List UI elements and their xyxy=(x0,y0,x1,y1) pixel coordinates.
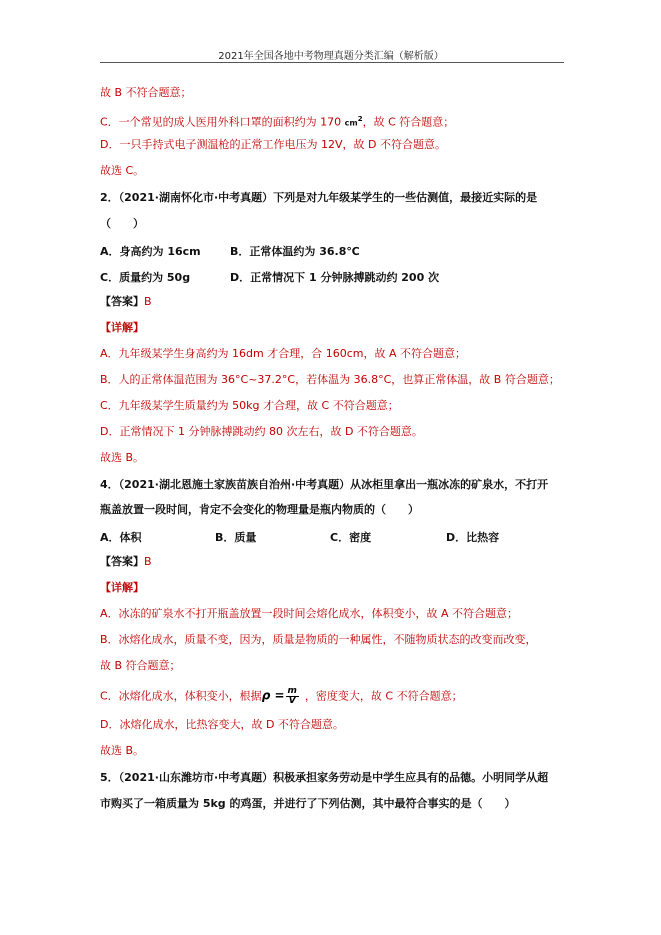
density-symbol: ρ = xyxy=(261,688,285,703)
answer-line xyxy=(100,295,152,309)
option-a: A．体积 xyxy=(100,531,142,544)
fraction-formula: $\frac{m}{V}$ xyxy=(287,686,297,706)
question-stem: 5．（2021·山东潍坊市·中考真题）积极承担家务劳动是中学生应具有的品德。小明同学从超 xyxy=(100,771,549,784)
option-a: A．身高约为 16cm xyxy=(100,245,201,258)
detail-line: B．冰熔化成水，质量不变，因为，质量是物质的一种属性，不随物质状态的改变而改变， xyxy=(100,633,537,646)
text-line: D．一只手持式电子测温枪的正常工作电压为 12V，故 D 不符合题意。 xyxy=(100,138,446,151)
answer-line xyxy=(100,555,152,569)
detail-line: A．九年级某学生身高约为 16dm 才合理，合 160cm，故 A 不符合题意； xyxy=(100,347,466,360)
detail-line: B．人的正常体温范围为 36°C~37.2°C，若体温为 36.8°C，也算正常体温，故 B 符合题意； xyxy=(100,373,560,386)
detail-line: 故 B 符合题意； xyxy=(100,659,181,672)
option-b: B．质量 xyxy=(215,531,257,544)
text-line: 故选 C。 xyxy=(100,164,145,177)
detail-label: 【详解】 xyxy=(100,321,144,334)
question-stem: 瓶盖放置一段时间，肯定不会变化的物理量是瓶内物质的（ ） xyxy=(100,503,419,516)
header-rule xyxy=(100,62,564,63)
choose-line: 故选 B。 xyxy=(100,451,145,464)
detail-label: 【详解】 xyxy=(100,581,144,594)
option-b: B．正常体温约为 36.8℃ xyxy=(230,245,360,258)
answer-value: B xyxy=(144,555,152,568)
choose-line: 故选 B。 xyxy=(100,744,145,757)
question-stem: 市购买了一箱质量为 5kg 的鸡蛋，并进行了下列估测，其中最符合事实的是（ ） xyxy=(100,797,516,810)
answer-label: 【答案】 xyxy=(100,555,144,568)
text-line: C．一个常见的成人医用外科口罩的面积约为 170 $cm^2$，故 C 符合题意； xyxy=(100,115,455,129)
detail-line: A．冰冻的矿泉水不打开瓶盖放置一段时间会熔化成水，体积变小，故 A 不符合题意； xyxy=(100,607,519,620)
option-d: D．比热容 xyxy=(446,531,500,544)
answer-value: B xyxy=(144,295,152,308)
header-title: 2021年全国各地中考物理真题分类汇编（解析版） xyxy=(218,51,444,62)
detail-line: D．正常情况下 1 分钟脉搏跳动约 80 次左右，故 D 不符合题意。 xyxy=(100,425,423,438)
detail-line: C．九年级某学生质量约为 50kg 才合理，故 C 不符合题意； xyxy=(100,399,399,412)
detail-line: D．冰熔化成水，比热容变大，故 D 不符合题意。 xyxy=(100,718,344,731)
detail-line: C．冰熔化成水，体积变小，根据ρ = $\frac{m}{V}$ ，密度变大，故 C 不符合题意； xyxy=(100,686,463,706)
text-line: 故 B 不符合题意； xyxy=(100,86,192,99)
question-stem: （ ） xyxy=(100,217,144,230)
option-c: C．质量约为 50g xyxy=(100,271,191,284)
option-d: D．正常情况下 1 分钟脉搏跳动约 200 次 xyxy=(230,271,440,284)
question-stem: 4．（2021·湖北恩施土家族苗族自治州·中考真题）从冰柜里拿出一瓶冰冻的矿泉水，不打开 xyxy=(100,478,549,491)
question-stem: 2．（2021·湖南怀化市·中考真题）下列是对九年级某学生的一些估测值，最接近实际的是 xyxy=(100,191,538,204)
option-c: C．密度 xyxy=(330,531,372,544)
answer-label: 【答案】 xyxy=(100,295,144,308)
